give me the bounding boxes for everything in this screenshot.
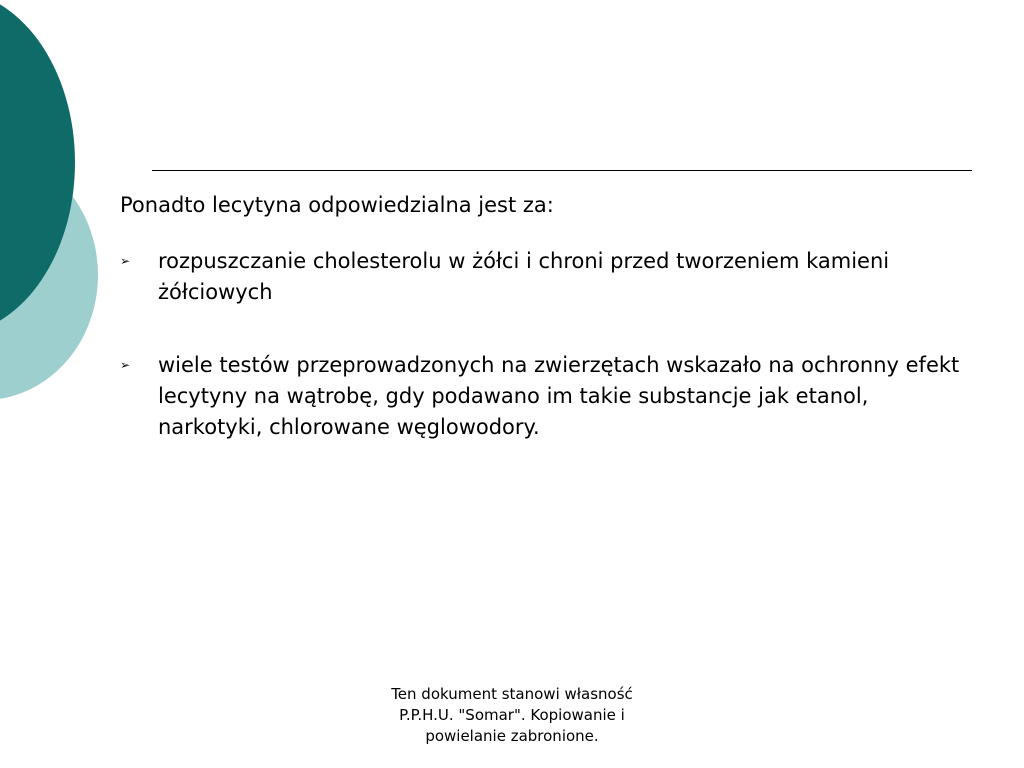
bullet-text: rozpuszczanie cholesterolu w żółci i chroni przed tworzeniem kamieni żółciowych xyxy=(158,249,890,304)
arrowhead-bullet-icon: ➢ xyxy=(120,254,131,268)
arrowhead-bullet-icon: ➢ xyxy=(120,358,131,372)
bullet-text: wiele testów przeprowadzonych na zwierzętach wskazało na ochronny efekt lecytyny na wątrobę, gdy podawano im takie substancje jak etanol, narkotyki, chlorowane węglowodory. xyxy=(158,353,960,439)
bullet-list xyxy=(120,246,960,443)
footer-line: Ten dokument stanowi własność xyxy=(391,685,633,703)
slide-content xyxy=(120,190,960,485)
footer-line: powielanie zabronione. xyxy=(425,727,599,745)
title-divider-line xyxy=(152,170,972,171)
footer-copyright-note xyxy=(352,684,672,747)
bullet-item xyxy=(120,246,960,308)
intro-text: Ponadto lecytyna odpowiedzialna jest za: xyxy=(120,193,554,217)
footer-line: P.P.H.U. "Somar". Kopiowanie i xyxy=(399,706,625,724)
bullet-item xyxy=(120,350,960,443)
